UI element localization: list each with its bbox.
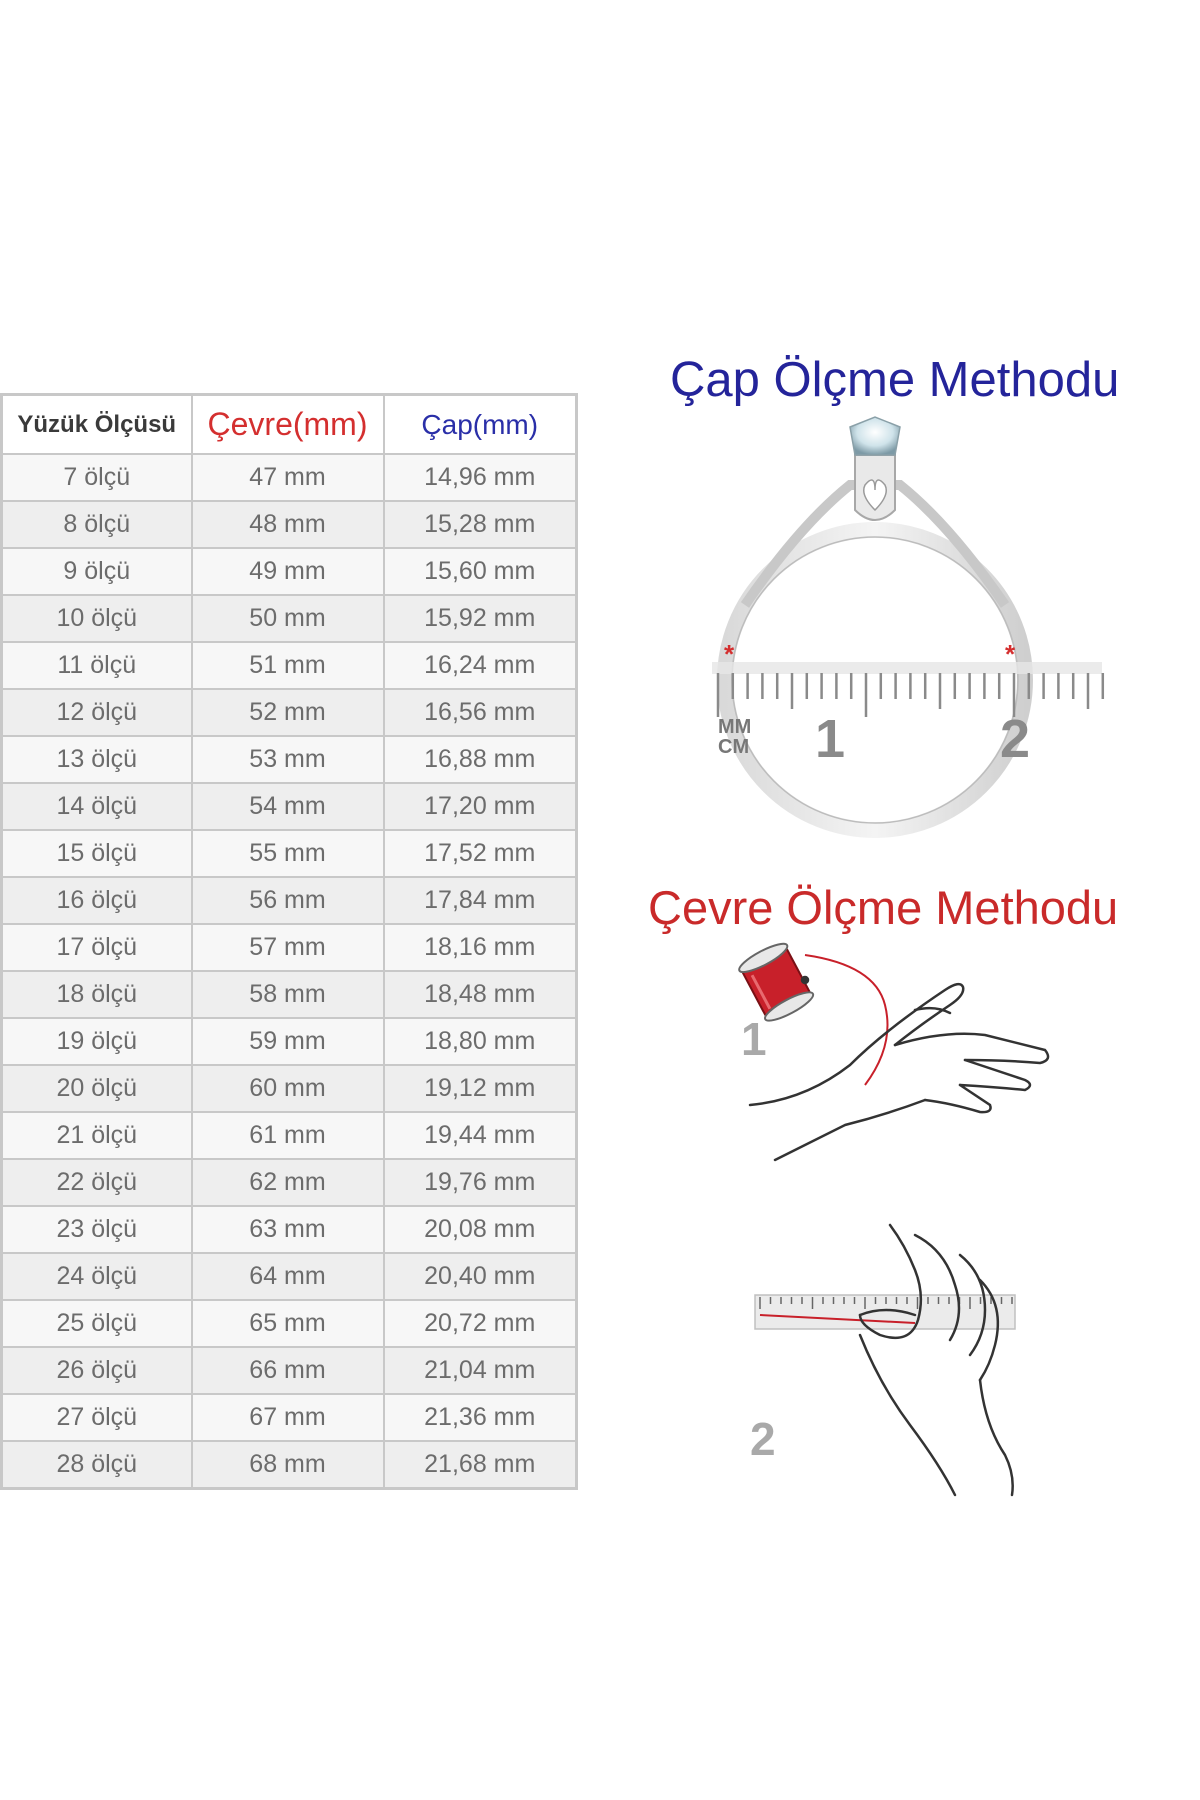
size-cell: 21 ölçü (2, 1112, 192, 1159)
table-row (2, 1159, 577, 1206)
diameter-cell: 15,92 mm (384, 595, 577, 642)
table-row (2, 1018, 577, 1065)
table-row (2, 689, 577, 736)
size-cell: 19 ölçü (2, 1018, 192, 1065)
table-row (2, 736, 577, 783)
circumference-cell: 51 mm (192, 642, 384, 689)
diameter-cell: 17,52 mm (384, 830, 577, 877)
size-cell: 22 ölçü (2, 1159, 192, 1206)
ring-size-table (0, 393, 578, 1490)
measure-marker-left: * (724, 639, 735, 669)
diameter-cell: 15,28 mm (384, 501, 577, 548)
ruler-icon (712, 639, 1103, 769)
table-row (2, 1394, 577, 1441)
diameter-cell: 20,40 mm (384, 1253, 577, 1300)
diameter-cell: 16,56 mm (384, 689, 577, 736)
circumference-cell: 56 mm (192, 877, 384, 924)
circumference-cell: 50 mm (192, 595, 384, 642)
circumference-cell: 62 mm (192, 1159, 384, 1206)
table-row (2, 1347, 577, 1394)
size-cell: 17 ölçü (2, 924, 192, 971)
table-row (2, 454, 577, 501)
table-row (2, 595, 577, 642)
circumference-cell: 65 mm (192, 1300, 384, 1347)
size-cell: 25 ölçü (2, 1300, 192, 1347)
hand-icon (860, 1225, 1013, 1495)
size-cell: 12 ölçü (2, 689, 192, 736)
table-row (2, 1441, 577, 1489)
circumference-cell: 61 mm (192, 1112, 384, 1159)
circumference-cell: 66 mm (192, 1347, 384, 1394)
diameter-cell: 17,20 mm (384, 783, 577, 830)
ruler-mark-2: 2 (1000, 709, 1031, 769)
table-row (2, 877, 577, 924)
size-cell: 27 ölçü (2, 1394, 192, 1441)
circumference-cell: 54 mm (192, 783, 384, 830)
size-cell: 28 ölçü (2, 1441, 192, 1489)
table-row (2, 1112, 577, 1159)
header-diameter: Çap(mm) (384, 395, 577, 455)
table-header-row (2, 395, 577, 455)
circumference-cell: 57 mm (192, 924, 384, 971)
diameter-cell: 14,96 mm (384, 454, 577, 501)
table-row (2, 1253, 577, 1300)
circumference-cell: 53 mm (192, 736, 384, 783)
size-cell: 15 ölçü (2, 830, 192, 877)
table-row (2, 830, 577, 877)
ruler-unit-cm: CM (718, 736, 750, 758)
table-row (2, 642, 577, 689)
diameter-cell: 21,36 mm (384, 1394, 577, 1441)
circumference-method-title: Çevre Ölçme Methodu (648, 881, 1119, 934)
size-cell: 23 ölçü (2, 1206, 192, 1253)
size-cell: 18 ölçü (2, 971, 192, 1018)
table-row (2, 783, 577, 830)
diameter-cell: 18,80 mm (384, 1018, 577, 1065)
size-cell: 26 ölçü (2, 1347, 192, 1394)
circumference-cell: 49 mm (192, 548, 384, 595)
diameter-cell: 16,88 mm (384, 736, 577, 783)
diameter-method-title: Çap Ölçme Methodu (670, 353, 1120, 407)
circumference-cell: 64 mm (192, 1253, 384, 1300)
hand-ruler-icon (755, 1295, 1015, 1329)
step-2-label: 2 (750, 1413, 776, 1465)
table-row (2, 548, 577, 595)
size-cell: 14 ölçü (2, 783, 192, 830)
ring-ruler-illustration (650, 415, 1110, 845)
measure-marker-right: * (1005, 639, 1016, 669)
step-1-label: 1 (741, 1013, 767, 1065)
size-cell: 16 ölçü (2, 877, 192, 924)
table-row (2, 1206, 577, 1253)
size-cell: 10 ölçü (2, 595, 192, 642)
circumference-cell: 47 mm (192, 454, 384, 501)
diameter-cell: 19,12 mm (384, 1065, 577, 1112)
diameter-cell: 18,16 mm (384, 924, 577, 971)
diameter-cell: 21,68 mm (384, 1441, 577, 1489)
header-ring-size: Yüzük Ölçüsü (2, 395, 192, 455)
table-row (2, 1300, 577, 1347)
diameter-cell: 20,72 mm (384, 1300, 577, 1347)
table-row (2, 971, 577, 1018)
diameter-cell: 19,44 mm (384, 1112, 577, 1159)
diameter-cell: 20,08 mm (384, 1206, 577, 1253)
size-cell: 11 ölçü (2, 642, 192, 689)
ruler-mark-1: 1 (815, 709, 846, 769)
table-body (2, 454, 577, 1489)
circumference-cell: 68 mm (192, 1441, 384, 1489)
size-cell: 9 ölçü (2, 548, 192, 595)
ruler-measure-illustration (740, 1215, 1080, 1505)
table-row (2, 924, 577, 971)
circumference-cell: 55 mm (192, 830, 384, 877)
size-cell: 7 ölçü (2, 454, 192, 501)
circumference-cell: 60 mm (192, 1065, 384, 1112)
size-cell: 8 ölçü (2, 501, 192, 548)
diameter-cell: 17,84 mm (384, 877, 577, 924)
circumference-cell: 48 mm (192, 501, 384, 548)
size-cell: 24 ölçü (2, 1253, 192, 1300)
ring-icon (725, 417, 1025, 830)
size-cell: 20 ölçü (2, 1065, 192, 1112)
diameter-cell: 18,48 mm (384, 971, 577, 1018)
thread-measure-illustration (735, 935, 1080, 1175)
diameter-cell: 21,04 mm (384, 1347, 577, 1394)
diameter-cell: 16,24 mm (384, 642, 577, 689)
ruler-ticks (718, 673, 1103, 717)
ruler-unit-mm: MM (718, 716, 752, 738)
circumference-cell: 59 mm (192, 1018, 384, 1065)
circumference-cell: 63 mm (192, 1206, 384, 1253)
diameter-cell: 15,60 mm (384, 548, 577, 595)
circumference-cell: 67 mm (192, 1394, 384, 1441)
table-row (2, 501, 577, 548)
circumference-cell: 58 mm (192, 971, 384, 1018)
size-cell: 13 ölçü (2, 736, 192, 783)
circumference-cell: 52 mm (192, 689, 384, 736)
diameter-cell: 19,76 mm (384, 1159, 577, 1206)
table-row (2, 1065, 577, 1112)
header-circumference: Çevre(mm) (192, 395, 384, 455)
